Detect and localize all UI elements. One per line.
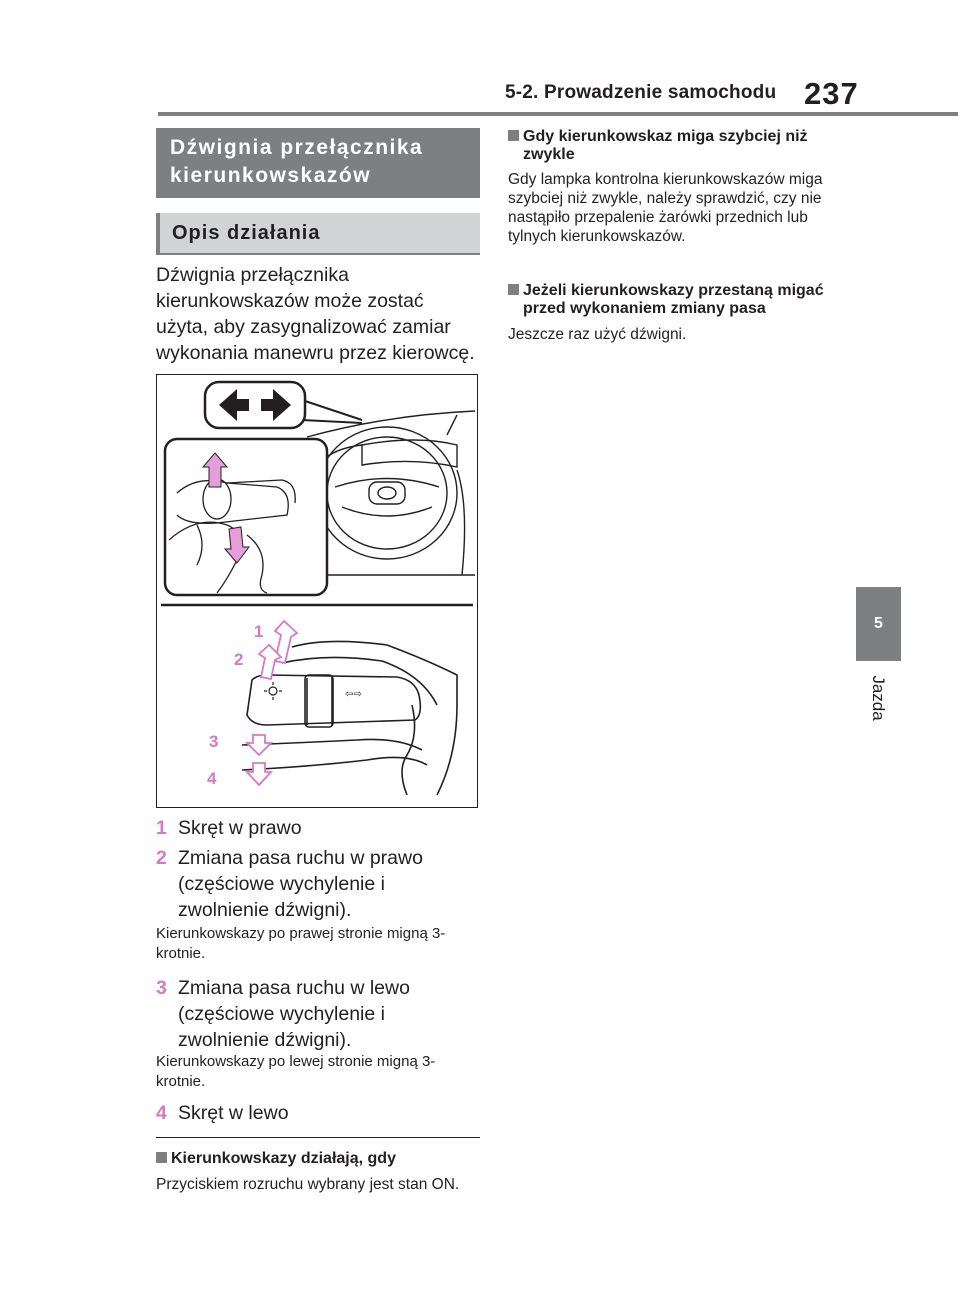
note-body: Przyciskiem rozruchu wybrany jest stan ON. bbox=[156, 1176, 460, 1193]
square-bullet-icon bbox=[508, 130, 519, 141]
arrow-3-icon bbox=[247, 735, 271, 755]
sub-heading-rule bbox=[156, 253, 480, 255]
item-number: 1 bbox=[156, 817, 167, 839]
callout-3: 3 bbox=[209, 732, 219, 751]
chapter-number: 5 bbox=[874, 615, 883, 632]
note-title: Gdy kierunkowskaz miga szybciej niż zwykle bbox=[523, 128, 808, 163]
section-title: 5-2. Prowadzenie samochodu bbox=[505, 82, 777, 103]
illustration-svg bbox=[157, 375, 477, 807]
item-text: Skręt w lewo bbox=[178, 1102, 289, 1124]
note-block bbox=[508, 128, 830, 246]
section-divider bbox=[156, 1137, 480, 1138]
sub-heading-bar bbox=[156, 213, 160, 253]
note-body: Jeszcze raz użyć dźwigni. bbox=[508, 326, 687, 343]
item-text: Zmiana pasa ruchu w prawo (częściowe wychylenie i zwolnienie dźwigni). bbox=[178, 847, 423, 921]
light-icon bbox=[269, 687, 277, 695]
item-note: Kierunkowskazy po lewej stronie migną 3-krotnie. bbox=[156, 1053, 436, 1090]
note-title-wrap bbox=[156, 1150, 480, 1168]
note-body: Gdy lampka kontrolna kierunkowskazów miga szybciej niż zwykle, należy sprawdzić, czy nie nastąpiło przepalenie żarówki przednich lub tylnych kierunkowskazów. bbox=[508, 171, 823, 245]
chapter-tab bbox=[856, 587, 901, 661]
list-item bbox=[156, 815, 480, 841]
note-title: Jeżeli kierunkowskazy przestaną migać przed wykonaniem zmiany pasa bbox=[523, 282, 824, 317]
main-heading: Dźwignia przełącznika kierunkowskazów bbox=[156, 128, 480, 198]
list-item bbox=[156, 845, 480, 923]
arrow-4-icon bbox=[247, 763, 271, 785]
list-item bbox=[156, 975, 480, 1053]
note-title-wrap bbox=[508, 128, 830, 164]
hand-inset bbox=[165, 439, 327, 595]
callout-1: 1 bbox=[254, 622, 264, 641]
intro-paragraph: Dźwignia przełącznika kierunkowskazów może zostać użyta, aby zasygnalizować zamiar wykonania manewru przez kierowcę. bbox=[156, 264, 475, 364]
square-bullet-icon bbox=[508, 284, 519, 295]
item-number: 4 bbox=[156, 1102, 167, 1124]
item-number: 3 bbox=[156, 977, 167, 999]
note-title-wrap bbox=[508, 282, 830, 318]
callout-2: 2 bbox=[234, 650, 244, 669]
item-note: Kierunkowskazy po prawej stronie migną 3-krotnie. bbox=[156, 925, 446, 962]
signal-symbol-icon: ⇦⇨ bbox=[345, 689, 362, 700]
note-title: Kierunkowskazy działają, gdy bbox=[171, 1150, 396, 1167]
square-bullet-icon bbox=[156, 1152, 167, 1163]
item-text: Zmiana pasa ruchu w lewo (częściowe wychylenie i zwolnienie dźwigni). bbox=[178, 977, 410, 1051]
turn-signal-illustration bbox=[156, 374, 478, 808]
note-block bbox=[156, 1150, 480, 1194]
sub-heading: Opis działania bbox=[156, 213, 480, 253]
note-block bbox=[508, 282, 830, 344]
chapter-label: Jazda bbox=[869, 675, 888, 721]
item-number: 2 bbox=[156, 847, 167, 869]
item-text: Skręt w prawo bbox=[178, 817, 302, 839]
page-number: 237 bbox=[804, 76, 859, 111]
list-item bbox=[156, 1100, 480, 1126]
callout-4: 4 bbox=[207, 769, 217, 788]
header-rule bbox=[158, 112, 958, 116]
chapter-label-wrap bbox=[860, 668, 896, 728]
